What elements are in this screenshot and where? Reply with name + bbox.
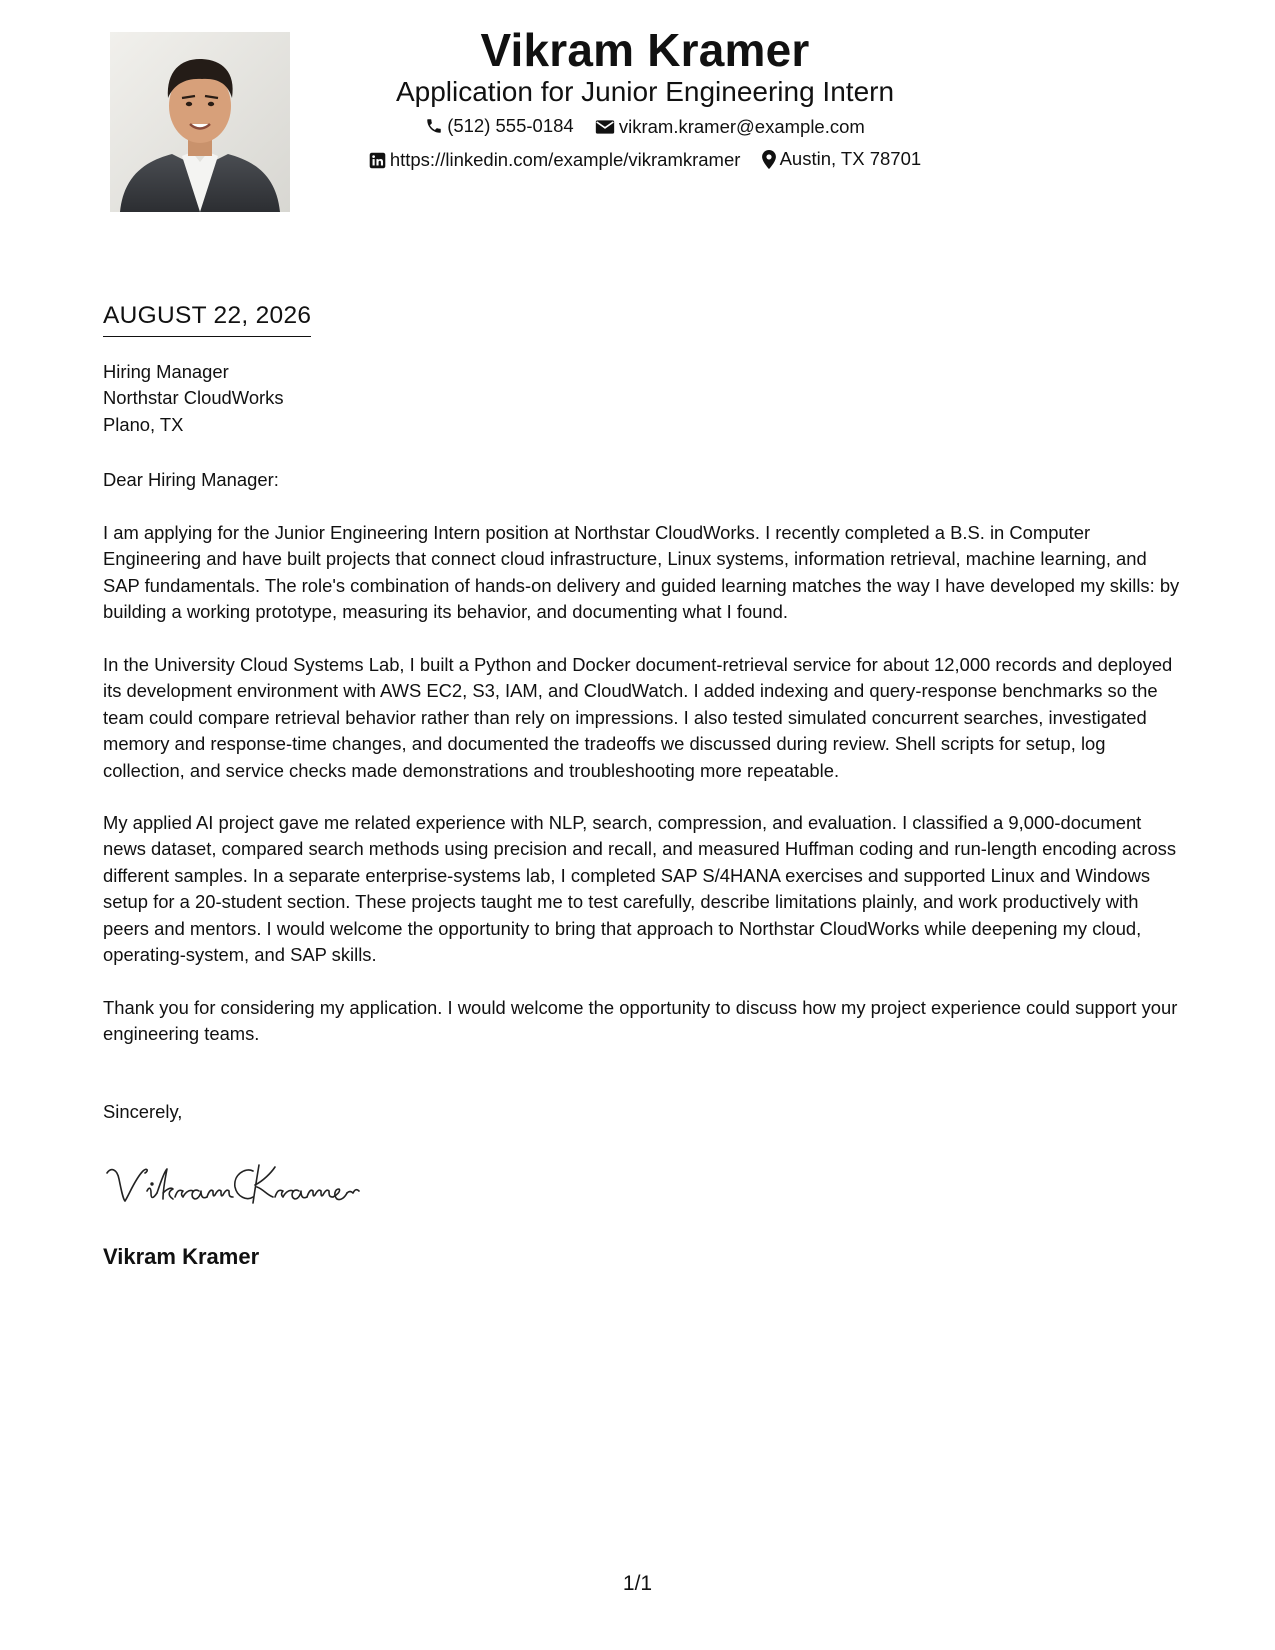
- letter-header: [300, 18, 990, 175]
- recipient-block: [103, 359, 1183, 438]
- contact-location: [762, 147, 922, 171]
- paragraph-text: My applied AI project gave me related experience with NLP, search, compression, and evaluation. I classified a 9,000-document news dataset, compared search methods using precision and recall, and measured Huffman coding and run-length encoding across different samples. In a separate enterprise-systems lab, I completed SAP S/4HANA exercises and supported Linux and Windows setup for a 20-student section. These projects taught me to test carefully, describe limitations plainly, and work productively with peers and mentors. I would welcome the opportunity to bring that approach to Northstar CloudWorks while deepening my cloud, operating-system, and SAP skills.: [103, 812, 1177, 966]
- contact-email: [595, 115, 865, 139]
- closing: Sincerely,: [103, 1101, 183, 1122]
- signed-name: Vikram Kramer: [103, 1244, 260, 1269]
- linkedin-icon: [369, 152, 386, 169]
- letter-paragraph-1: [103, 520, 1183, 626]
- applicant-name: Vikram Kramer: [480, 24, 810, 76]
- contact-linkedin: [369, 148, 741, 172]
- linkedin-url[interactable]: https://linkedin.com/example/vikramkramer: [389, 149, 741, 170]
- recipient-title: Hiring Manager: [103, 361, 229, 382]
- letter-paragraph-2: [103, 652, 1183, 784]
- contact-line-secondary: [300, 147, 990, 175]
- paragraph-text: In the University Cloud Systems Lab, I built a Python and Docker document-retrieval service for about 12,000 records and deployed its development environment with AWS EC2, S3, IAM, and CloudWatch. I added indexing and query-response benchmarks so the team could compare retrieval behavior rather than rely on impressions. I also tested simulated concurrent searches, investigated memory and response-time changes, and documented the tradeoffs we discussed during review. Shell scripts for setup, log collection, and service checks made demonstrations and troubleshooting more repeatable.: [103, 654, 1173, 781]
- paragraph-text: Thank you for considering my application. I would welcome the opportunity to discuss how my project experience could support your engineering teams.: [103, 997, 1178, 1045]
- location-text: Austin, TX 78701: [779, 148, 922, 169]
- letter-paragraph-4: [103, 995, 1183, 1048]
- profile-photo: [110, 32, 290, 212]
- letter-date: AUGUST 22, 2026: [103, 300, 311, 337]
- envelope-icon: [595, 119, 615, 135]
- profile-photo-image: [110, 32, 290, 212]
- contact-line-primary: [300, 114, 990, 141]
- page-number: 1/1: [622, 1572, 653, 1595]
- letter-paragraph-3: [103, 810, 1183, 968]
- application-title: Application for Junior Engineering Intern: [395, 76, 895, 107]
- email-address[interactable]: vikram.kramer@example.com: [618, 116, 865, 137]
- paragraph-text: I am applying for the Junior Engineering Intern position at Northstar CloudWorks. I recently completed a B.S. in Computer Engineering and have built projects that connect cloud infrastructure, Linux systems, information retrieval, machine learning, and SAP fundamentals. The role's combination of hands-on delivery and guided learning matches the way I have developed my skills: by building a working prototype, measuring its behavior, and documenting what I found.: [103, 522, 1180, 623]
- map-pin-icon: [762, 150, 776, 169]
- phone-number[interactable]: (512) 555-0184: [447, 115, 574, 136]
- recipient-company: Northstar CloudWorks: [103, 387, 284, 409]
- signature-drawing: [103, 1157, 363, 1217]
- contact-phone: [425, 114, 574, 138]
- handwritten-signature: [103, 1157, 363, 1217]
- phone-icon: [425, 117, 443, 135]
- salutation: Dear Hiring Manager:: [103, 469, 279, 490]
- recipient-city: Plano, TX: [103, 413, 184, 435]
